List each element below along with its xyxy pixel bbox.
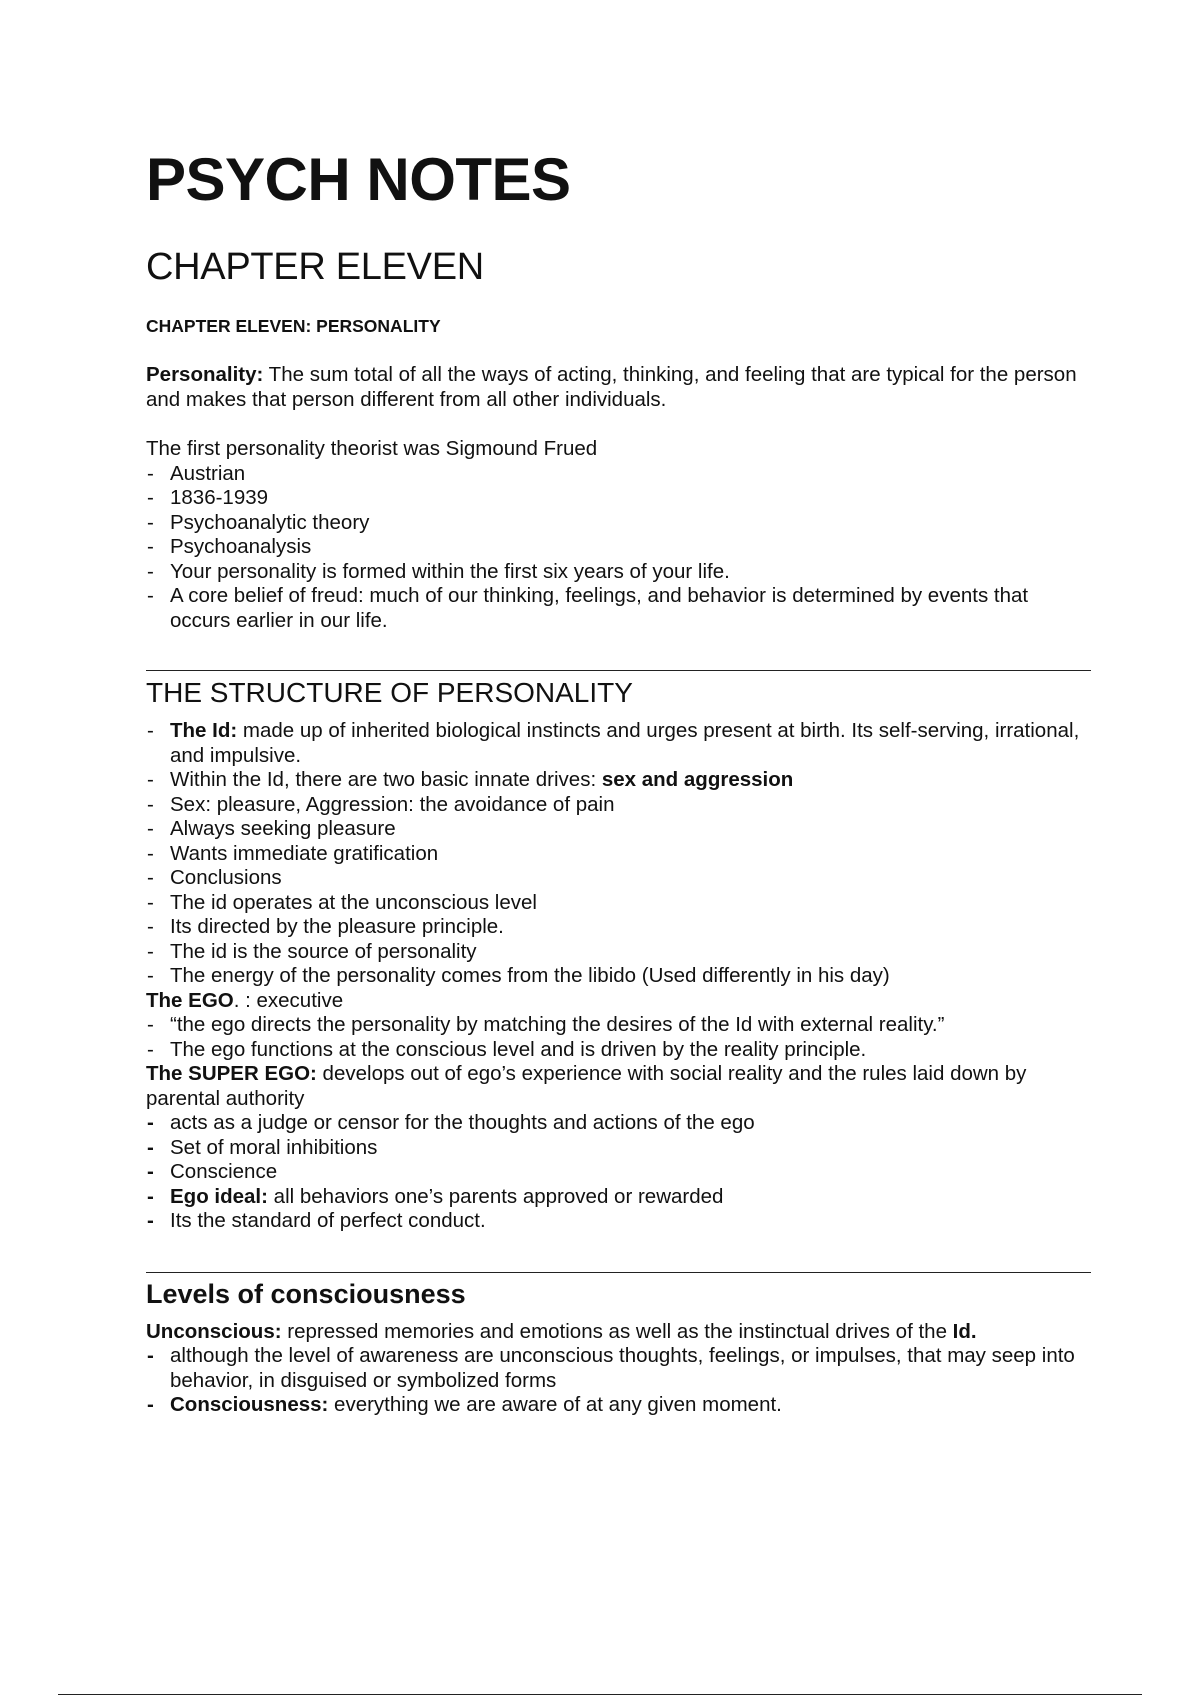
list-item: - The ego functions at the conscious level and is driven by the reality principle. (146, 1038, 1091, 1063)
list-item (146, 1393, 1091, 1418)
id-term: The Id: (170, 719, 238, 742)
list-item: - Its the standard of perfect conduct. (146, 1209, 1091, 1234)
list-item: - Psychoanalysis (146, 535, 1091, 560)
document-title: PSYCH NOTES (146, 146, 571, 213)
list-item: - Psychoanalytic theory (146, 511, 1091, 536)
ego-term: The EGO (146, 988, 234, 1012)
list-item: - The id operates at the unconscious level (146, 891, 1091, 916)
list-item: - Austrian (146, 462, 1091, 487)
list-item (146, 1185, 1091, 1210)
unconscious-text: repressed memories and emotions as well as the instinctual drives of the (281, 1319, 953, 1343)
definition-term: Personality: (146, 363, 264, 386)
ego-list (146, 1013, 1091, 1062)
id-text: made up of inherited biological instincts and urges present at birth. Its self-serving, irrational, and impulsive. (170, 719, 1080, 767)
list-item: - Your personality is formed within the first six years of your life. (146, 560, 1091, 585)
footer-divider (58, 1694, 1142, 1695)
superego-term: The SUPER EGO: (146, 1062, 317, 1085)
list-item: - Set of moral inhibitions (146, 1136, 1091, 1161)
ego-ideal-term: Ego ideal: (170, 1184, 268, 1208)
drives-bold: sex and aggression (601, 768, 794, 791)
list-item: - The id is the source of personality (146, 940, 1091, 965)
ego-text: . : executive (233, 988, 344, 1012)
consciousness-list (146, 1344, 1091, 1418)
unconscious-end: Id. (952, 1319, 977, 1343)
personality-definition (146, 363, 1091, 412)
conscious-term: Consciousness: (170, 1393, 329, 1416)
ego-line (146, 989, 1091, 1014)
unconscious-term: Unconscious: (146, 1319, 282, 1343)
list-item: - Always seeking pleasure (146, 817, 1091, 842)
section-divider (146, 1272, 1091, 1273)
list-item: - Conclusions (146, 866, 1091, 891)
ego-ideal-text: all behaviors one’s parents approved or rewarded (267, 1184, 724, 1208)
list-item: - Wants immediate gratification (146, 842, 1091, 867)
definition-text: The sum total of all the ways of acting, thinking, and feeling that are typical for the person and makes that person different from all other individuals. (146, 363, 1077, 411)
list-item: - The energy of the personality comes from the libido (Used differently in his day) (146, 964, 1091, 989)
list-item: - Conscience (146, 1160, 1091, 1185)
list-item: - A core belief of freud: much of our thinking, feelings, and behavior is determined by events that occurs earlier in our life. (146, 584, 1091, 633)
chapter-subtitle: CHAPTER ELEVEN: PERSONALITY (146, 316, 441, 336)
conscious-text: everything we are aware of at any given moment. (328, 1393, 782, 1416)
structure-heading: THE STRUCTURE OF PERSONALITY (146, 677, 633, 708)
list-item: - Its directed by the pleasure principle. (146, 915, 1091, 940)
list-item: - 1836-1939 (146, 486, 1091, 511)
id-list (146, 719, 1091, 989)
list-item: - acts as a judge or censor for the thoughts and actions of the ego (146, 1111, 1091, 1136)
list-item (146, 768, 1091, 793)
chapter-heading: CHAPTER ELEVEN (146, 246, 484, 288)
list-item: - although the level of awareness are unconscious thoughts, feelings, or impulses, that may seep into behavior, in disguised or symbolized forms (146, 1344, 1091, 1393)
superego-list (146, 1111, 1091, 1234)
consciousness-heading: Levels of consciousness (146, 1278, 466, 1309)
superego-para (146, 1062, 1091, 1111)
section-divider (146, 670, 1091, 671)
superego-text: develops out of ego’s experience with social reality and the rules laid down by parental authority (146, 1062, 1027, 1110)
intro-line: The first personality theorist was Sigmound Frued (146, 437, 598, 460)
freud-list (146, 462, 1091, 634)
list-item: - “the ego directs the personality by matching the desires of the Id with external reality.” (146, 1013, 1091, 1038)
drives-text: Within the Id, there are two basic innate drives: (170, 768, 602, 791)
list-item: - Sex: pleasure, Aggression: the avoidance of pain (146, 793, 1091, 818)
unconscious-line (146, 1320, 1091, 1345)
document-page (146, 138, 1091, 1418)
list-item (146, 719, 1091, 768)
